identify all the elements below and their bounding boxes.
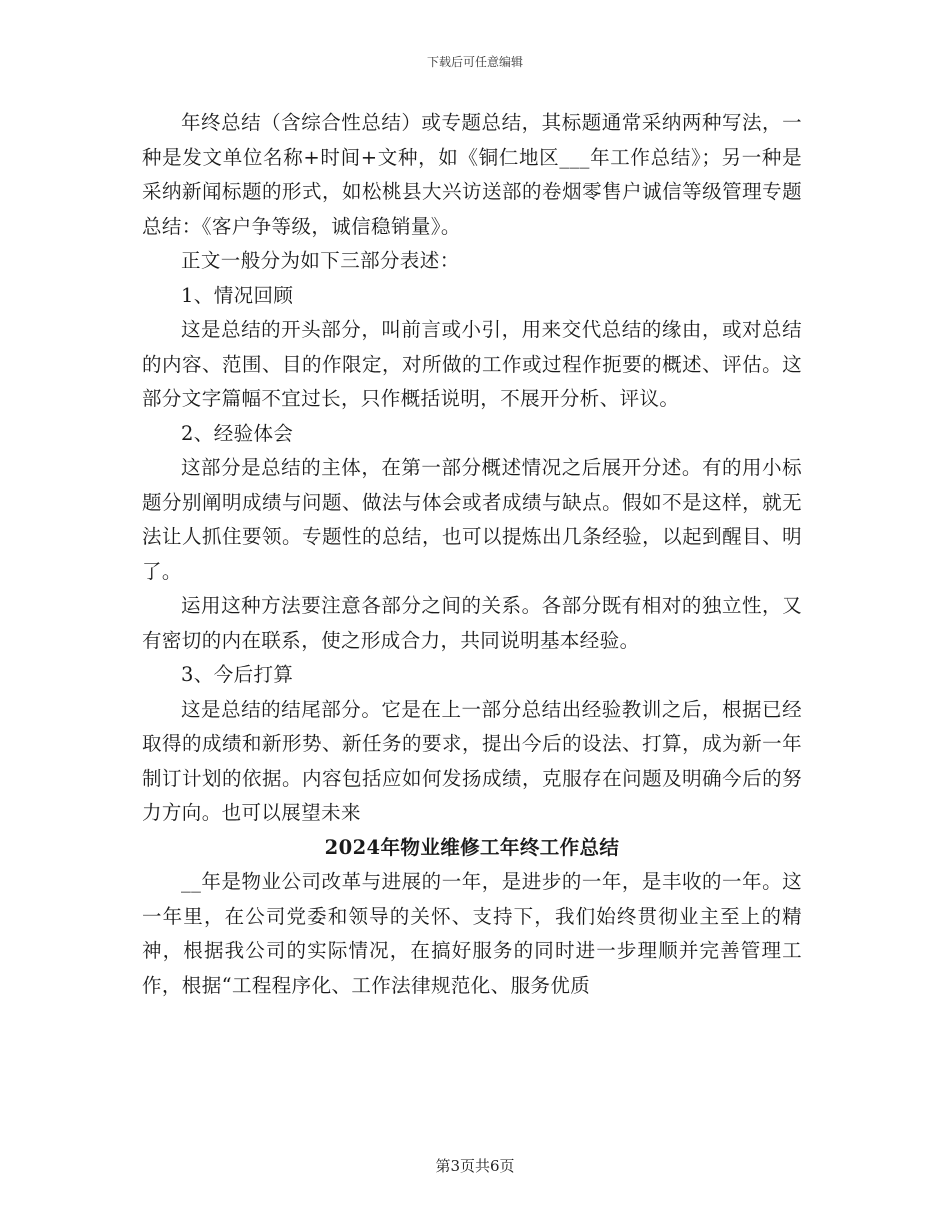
document-title: 2024年物业维修工年终工作总结: [324, 835, 620, 859]
page-header-note: 下载后可任意编辑: [426, 55, 523, 69]
paragraph-year-summary: __年是物业公司改革与进展的一年，是进步的一年，是丰收的一年。这一年里，在公司党委和领导的关怀、支持下，我们始终贯彻业主至上的精神，根据我公司的实际情况，在搞好服务的同时进一步理顺并完善管理工作，根据“工程程序化、工作法律规范化、服务优质: [142, 870, 802, 997]
paragraph-method: 运用这种方法要注意各部分之间的关系。各部分既有相对的独立性，又有密切的内在联系，使之形成合力，共同说明基本经验。: [142, 594, 802, 652]
paragraph-review: 这是总结的开头部分，叫前言或小引，用来交代总结的缘由，或对总结的内容、范围、目的作限定，对所做的工作或过程作扼要的概述、评估。这部分文字篇幅不宜过长，只作概括说明，不展开分析、评议。: [142, 318, 802, 410]
page-number: 第3页共6页: [435, 1157, 515, 1175]
paragraph-title-conventions: 年终总结（含综合性总结）或专题总结，其标题通常采纳两种写法，一种是发文单位名称+时间+文种，如《铜仁地区___年工作总结》；另一种是采纳新闻标题的形式，如松桃县大兴访送部的卷烟零售户诚信等级管理专题总结：《客户争等级，诚信稳销量》。: [142, 111, 802, 238]
paragraph-experience: 这部分是总结的主体，在第一部分概述情况之后展开分述。有的用小标题分别阐明成绩与问题、做法与体会或者成绩与缺点。假如不是这样，就无法让人抓住要领。专题性的总结，也可以提炼出几条经验，以起到醒目、明了。: [142, 456, 802, 583]
section-heading-plans: 3、今后打算: [181, 663, 294, 686]
section-heading-experience: 2、经验体会: [181, 421, 294, 445]
section-heading-review: 1、情况回顾: [181, 283, 294, 307]
paragraph-body-intro: 正文一般分为如下三部分表述：: [181, 249, 460, 272]
document-body: [142, 106, 802, 1003]
paragraph-plans: 这是总结的结尾部分。它是在上一部分总结出经验教训之后，根据已经取得的成绩和新形势、新任务的要求，提出今后的设法、打算，成为新一年制订计划的依据。内容包括应如何发扬成绩，克服存在问题及明确今后的努力方向。也可以展望未来: [142, 697, 802, 824]
